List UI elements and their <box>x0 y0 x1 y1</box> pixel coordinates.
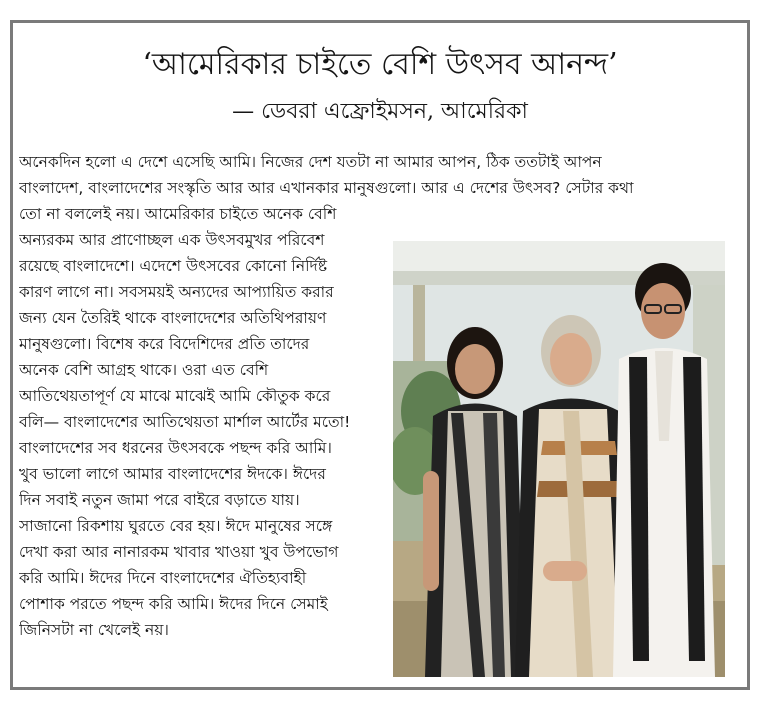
body-line: দেখা করা আর নানারকম খাবার খাওয়া খুব উপভোগ <box>19 543 339 561</box>
body-line: পোশাক পরতে পছন্দ করি আমি। ঈদের দিনে সেমাই <box>19 595 328 613</box>
body-line: অন্যরকম আর প্রাণোচ্ছল এক উৎসবমুখর পরিবেশ <box>19 231 325 249</box>
body-line: কারণ লাগে না। সবসময়ই অন্যদের আপ্যায়িত করার <box>19 283 334 301</box>
body-line: তো না বললেই নয়। আমেরিকার চাইতে অনেক বেশি <box>19 205 337 223</box>
body-line: অনেক বেশি আগ্রহ থাকে। ওরা এত বেশি <box>19 361 269 379</box>
photo-illustration <box>393 241 725 677</box>
body-line: বাংলাদেশের সব ধরনের উৎসবকে পছন্দ করি আমি। <box>19 439 332 457</box>
body-line: জন্য যেন তৈরিই থাকে বাংলাদেশের অতিথিপরায়ণ <box>19 309 327 327</box>
body-line: রয়েছে বাংলাদেশে। এদেশে উৎসবের কোনো নির্দিষ্ট <box>19 257 327 275</box>
body-line: আতিথেয়তাপূর্ণ যে মাঝে মাঝেই আমি কৌতুক করে <box>19 387 331 405</box>
article-byline: — ডেবরা এফ্রোইমসন, আমেরিকা <box>232 99 528 124</box>
body-line: করি আমি। ঈদের দিনে বাংলাদেশের ঐতিহ্যবাহী <box>19 569 307 587</box>
body-line: মানুষগুলো। বিশেষ করে বিদেশিদের প্রতি তাদের <box>19 335 310 353</box>
article-headline: ‘আমেরিকার চাইতে বেশি উৎসব আনন্দ’ <box>142 47 618 82</box>
body-line: বলি— বাংলাদেশের আতিথেয়তা মার্শাল আর্টের মতো! <box>19 413 351 431</box>
body-line: দিন সবাই নতুন জামা পরে বাইরে বড়াতে যায়। <box>19 491 300 509</box>
body-line: সাজানো রিকশায় ঘুরতে বের হয়। ঈদে মানুষের সঙ্গে <box>19 517 333 535</box>
body-line: জিনিসটা না খেলেই নয়। <box>19 621 169 639</box>
body-line: খুব ভালো লাগে আমার বাংলাদেশের ঈদকে। ঈদের <box>19 465 326 483</box>
article-photo <box>393 241 725 677</box>
body-line: অনেকদিন হলো এ দেশে এসেছি আমি। নিজের দেশ যতটা না আমার আপন, ঠিক ততটাই আপন <box>19 153 602 171</box>
body-line: বাংলাদেশ, বাংলাদেশের সংস্কৃতি আর আর এখানকার মানুষগুলো। আর এ দেশের উৎসব? সেটার কথা <box>19 179 634 197</box>
